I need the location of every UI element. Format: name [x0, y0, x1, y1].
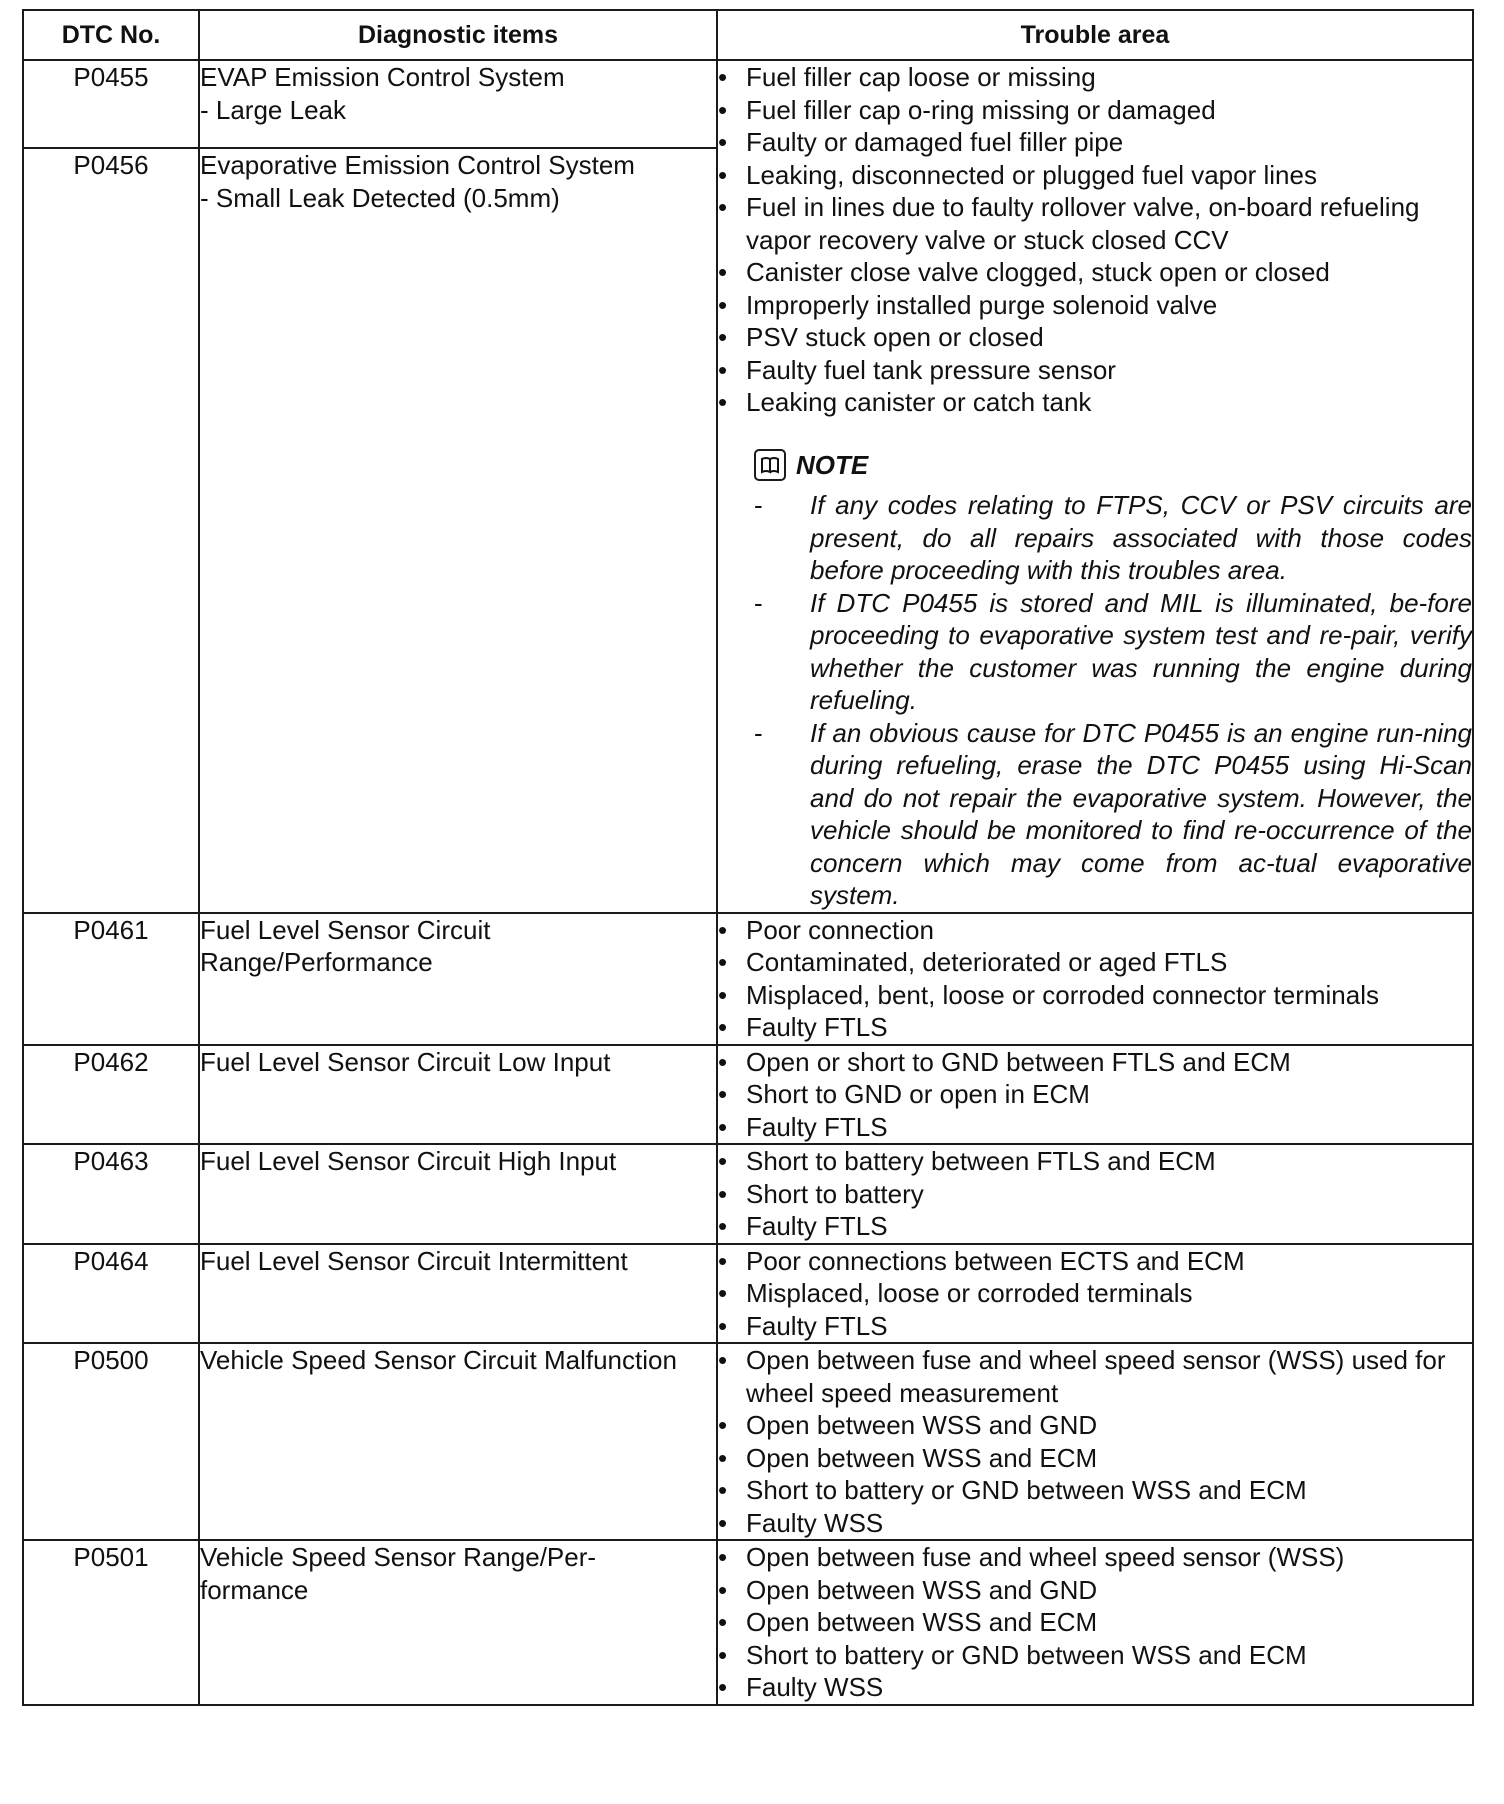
note-item: - If DTC P0455 is stored and MIL is illuminated, be-fore proceeding to evaporative system test and re-pair, verify whether the customer was running the engine during refueling. — [754, 587, 1472, 717]
diagnostic-item-line: - Large Leak — [200, 94, 346, 125]
trouble-area — [717, 1045, 1473, 1145]
diagnostic-item-line: formance — [200, 1574, 309, 1605]
list-item: • Faulty fuel tank pressure sensor — [718, 354, 1472, 387]
list-item: • Open between fuse and wheel speed sensor (WSS) used for wheel speed measurement — [718, 1344, 1472, 1409]
diagnostic-item — [199, 148, 717, 913]
note-list — [754, 489, 1472, 912]
diagnostic-item-line: Vehicle Speed Sensor Range/Per- — [200, 1542, 597, 1572]
table-row — [23, 1244, 1473, 1344]
list-item: • Short to GND or open in ECM — [718, 1078, 1472, 1111]
book-icon — [754, 449, 786, 481]
diagnostic-item-line: Range/Performance — [200, 947, 433, 977]
note-item: - If any codes relating to FTPS, CCV or PSV circuits are present, do all repairs associated with those codes before proceeding with this troubles area. — [754, 489, 1472, 587]
list-item: • Open between WSS and ECM — [718, 1606, 1472, 1639]
list-item: • Open between fuse and wheel speed sensor (WSS) — [718, 1541, 1472, 1574]
note-box — [754, 449, 1472, 912]
list-item: • Leaking canister or catch tank — [718, 386, 1472, 419]
list-item: • Faulty or damaged fuel filler pipe — [718, 126, 1472, 159]
trouble-area — [717, 1540, 1473, 1705]
diagnostic-item — [199, 60, 717, 148]
table-row — [23, 1144, 1473, 1244]
diagnostic-item — [199, 1144, 717, 1244]
trouble-area — [717, 1144, 1473, 1244]
dtc-code: P0500 — [23, 1343, 199, 1540]
diagnostic-item-line: Fuel Level Sensor Circuit Intermittent — [200, 1245, 628, 1276]
trouble-list — [718, 1344, 1472, 1539]
trouble-list — [718, 1046, 1472, 1144]
list-item: • Open between WSS and ECM — [718, 1442, 1472, 1475]
dtc-code: P0462 — [23, 1045, 199, 1145]
list-item: • Open between WSS and GND — [718, 1409, 1472, 1442]
list-item: • Faulty FTLS — [718, 1310, 1472, 1343]
list-item: • Leaking, disconnected or plugged fuel vapor lines — [718, 159, 1472, 192]
list-item: • Open between WSS and GND — [718, 1574, 1472, 1607]
list-item: • Faulty FTLS — [718, 1111, 1472, 1144]
trouble-list — [718, 914, 1472, 1044]
header-dtc-no: DTC No. — [23, 10, 199, 60]
trouble-area-evap — [717, 60, 1473, 913]
note-item: - If an obvious cause for DTC P0455 is an engine run-ning during refueling, erase the DTC P0455 using Hi-Scan and do not repair the evaporative system. However, the vehicle should be monitored to find re-occurrence of the concern which may come from ac-tual evaporative system. — [754, 717, 1472, 912]
list-item: • Open or short to GND between FTLS and ECM — [718, 1046, 1472, 1079]
dtc-code: P0463 — [23, 1144, 199, 1244]
list-item: • Fuel filler cap o-ring missing or damaged — [718, 94, 1472, 127]
list-item: • Faulty WSS — [718, 1507, 1472, 1540]
table-row — [23, 60, 1473, 148]
header-diagnostic-items: Diagnostic items — [199, 10, 717, 60]
trouble-area — [717, 1343, 1473, 1540]
table-row — [23, 1045, 1473, 1145]
list-item: • Short to battery or GND between WSS and ECM — [718, 1639, 1472, 1672]
list-item: • Short to battery or GND between WSS and ECM — [718, 1474, 1472, 1507]
trouble-area — [717, 1244, 1473, 1344]
header-trouble-area: Trouble area — [717, 10, 1473, 60]
list-item: • Fuel in lines due to faulty rollover valve, on-board refueling vapor recovery valve or stuck closed CCV — [718, 191, 1472, 256]
dtc-code: P0501 — [23, 1540, 199, 1705]
diagnostic-item — [199, 1045, 717, 1145]
diagnostic-item — [199, 1343, 717, 1540]
diagnostic-item — [199, 913, 717, 1045]
list-item: • Poor connection — [718, 914, 1472, 947]
list-item: • Fuel filler cap loose or missing — [718, 61, 1472, 94]
table-row — [23, 913, 1473, 1045]
trouble-list — [718, 1245, 1472, 1343]
diagnostic-item-line: Evaporative Emission Control System — [200, 150, 635, 180]
note-title: NOTE — [796, 449, 869, 480]
trouble-list — [718, 61, 1472, 419]
list-item: • Faulty WSS — [718, 1671, 1472, 1704]
diagnostic-item-line: Vehicle Speed Sensor Circuit Malfunction — [200, 1345, 677, 1375]
dtc-code: P0455 — [23, 60, 199, 148]
trouble-area — [717, 913, 1473, 1045]
list-item: • Improperly installed purge solenoid valve — [718, 289, 1472, 322]
list-item: • Misplaced, loose or corroded terminals — [718, 1277, 1472, 1310]
diagnostic-item — [199, 1244, 717, 1344]
list-item: • Faulty FTLS — [718, 1011, 1472, 1044]
note-heading — [754, 449, 1472, 482]
diagnostic-item-line: Fuel Level Sensor Circuit — [200, 914, 491, 945]
dtc-table — [22, 9, 1474, 1706]
list-item: • Short to battery — [718, 1178, 1472, 1211]
diagnostic-item-line: EVAP Emission Control System — [200, 62, 565, 92]
table-header-row — [23, 10, 1473, 60]
list-item: • Poor connections between ECTS and ECM — [718, 1245, 1472, 1278]
diagnostic-item-line: - Small Leak Detected (0.5mm) — [200, 182, 560, 213]
list-item: • Canister close valve clogged, stuck open or closed — [718, 256, 1472, 289]
diagnostic-item — [199, 1540, 717, 1705]
dtc-code: P0464 — [23, 1244, 199, 1344]
list-item: • Faulty FTLS — [718, 1210, 1472, 1243]
dtc-code: P0456 — [23, 148, 199, 913]
trouble-list — [718, 1145, 1472, 1243]
list-item: • Misplaced, bent, loose or corroded connector terminals — [718, 979, 1472, 1012]
diagnostic-item-line: Fuel Level Sensor Circuit Low Input — [200, 1046, 611, 1077]
table-row — [23, 1343, 1473, 1540]
table-row — [23, 1540, 1473, 1705]
list-item: • PSV stuck open or closed — [718, 321, 1472, 354]
dtc-code: P0461 — [23, 913, 199, 1045]
list-item: • Contaminated, deteriorated or aged FTLS — [718, 946, 1472, 979]
diagnostic-item-line: Fuel Level Sensor Circuit High Input — [200, 1146, 617, 1176]
trouble-list — [718, 1541, 1472, 1704]
list-item: • Short to battery between FTLS and ECM — [718, 1145, 1472, 1178]
